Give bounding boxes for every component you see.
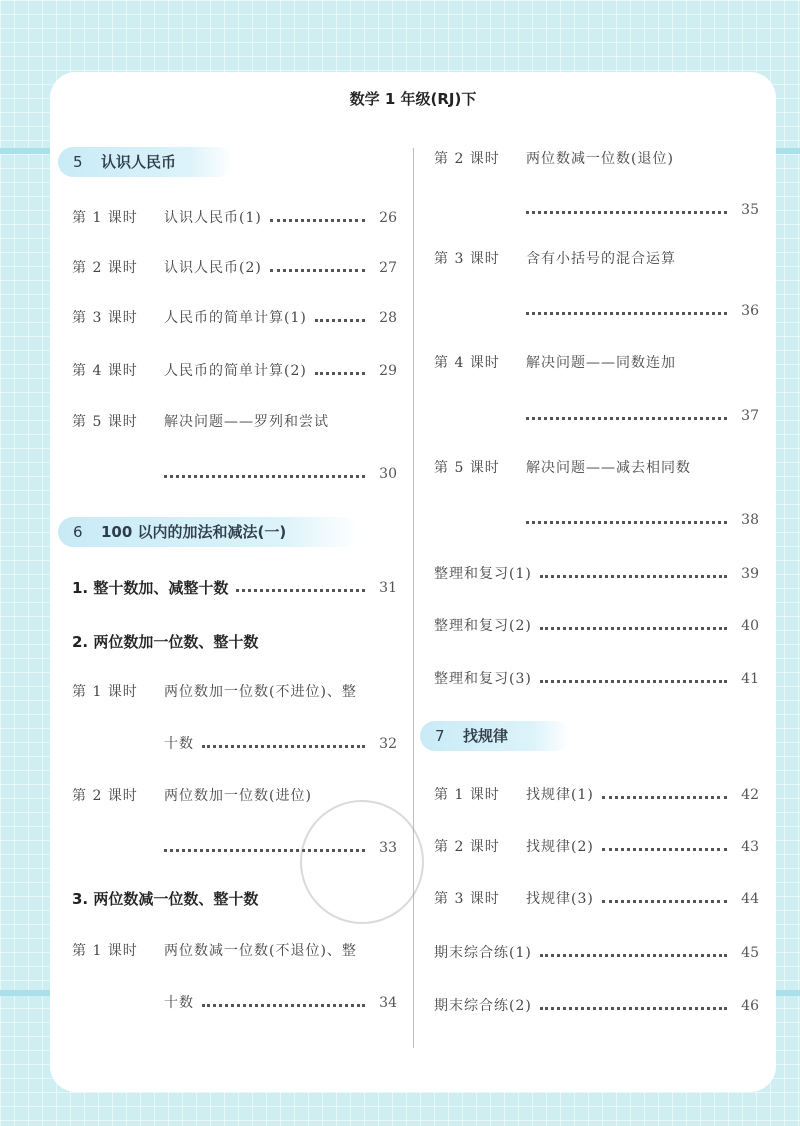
page-number: 44 <box>741 891 759 907</box>
watermark-seal <box>300 800 424 924</box>
toc-entry[interactable] <box>72 938 397 964</box>
leader-dots <box>602 796 727 799</box>
column-divider <box>413 148 414 1048</box>
lesson-title: 找规律(3) <box>526 891 594 907</box>
toc-entry[interactable] <box>434 940 759 966</box>
page-number: 35 <box>741 202 759 218</box>
lesson-label: 第 5 课时 <box>434 460 500 476</box>
page-number: 39 <box>741 566 759 582</box>
lesson-title: 含有小括号的混合运算 <box>526 251 676 267</box>
toc-entry[interactable] <box>434 886 759 912</box>
toc-entry[interactable] <box>72 679 397 705</box>
lesson-title: 人民币的简单计算(1) <box>164 310 307 326</box>
section-title: 认识人民币 <box>101 153 177 171</box>
leader-dots <box>540 575 727 578</box>
leader-dots <box>526 312 727 315</box>
lesson-title-cont: 十数 <box>164 736 194 752</box>
lesson-title: 两位数减一位数(退位) <box>526 151 674 167</box>
page-number: 38 <box>741 512 759 528</box>
leader-dots <box>602 900 727 903</box>
lesson-title: 解决问题——同数连加 <box>526 355 676 371</box>
review-title: 整理和复习(2) <box>434 618 532 634</box>
lesson-title-cont: 十数 <box>164 995 194 1011</box>
lesson-title: 人民币的简单计算(2) <box>164 363 307 379</box>
toc-entry-continuation[interactable] <box>164 461 397 487</box>
page-number: 45 <box>741 945 759 961</box>
lesson-label: 第 2 课时 <box>72 788 138 804</box>
lesson-label: 第 4 课时 <box>72 363 138 379</box>
toc-entry[interactable] <box>434 246 759 272</box>
section-number: 5 <box>73 153 83 171</box>
page-number: 33 <box>379 840 397 856</box>
lesson-title: 认识人民币(1) <box>164 210 262 226</box>
lesson-title: 找规律(1) <box>526 787 594 803</box>
page-number: 46 <box>741 998 759 1014</box>
leader-dots <box>540 680 727 683</box>
page-number: 40 <box>741 618 759 634</box>
lesson-title: 两位数加一位数(进位) <box>164 788 312 804</box>
toc-entry[interactable] <box>72 305 397 331</box>
page-number: 36 <box>741 303 759 319</box>
leader-dots <box>540 627 727 630</box>
final-title: 期末综合练(2) <box>434 998 532 1014</box>
lesson-label: 第 3 课时 <box>434 251 500 267</box>
leader-dots <box>202 1004 365 1007</box>
review-title: 整理和复习(3) <box>434 671 532 687</box>
subsection-title: 1. 整十数加、减整十数 <box>72 579 229 597</box>
lesson-label: 第 3 课时 <box>72 310 138 326</box>
leader-dots <box>270 219 365 222</box>
page-number: 31 <box>379 580 397 596</box>
page-number: 41 <box>741 671 759 687</box>
leader-dots <box>164 475 365 478</box>
lesson-label: 第 1 课时 <box>434 787 500 803</box>
leader-dots <box>202 745 365 748</box>
toc-entry[interactable] <box>434 993 759 1019</box>
leader-dots <box>526 417 727 420</box>
leader-dots <box>526 211 727 214</box>
lesson-title: 找规律(2) <box>526 839 594 855</box>
leader-dots <box>540 954 727 957</box>
toc-entry[interactable] <box>72 205 397 231</box>
section-title: 100 以内的加法和减法(一) <box>101 523 287 541</box>
page-number: 32 <box>379 736 397 752</box>
page-number: 26 <box>379 210 397 226</box>
lesson-title: 两位数减一位数(不退位)、整 <box>164 943 357 959</box>
toc-entry[interactable] <box>434 666 759 692</box>
section-number: 6 <box>73 523 83 541</box>
page-number: 37 <box>741 408 759 424</box>
page-number: 43 <box>741 839 759 855</box>
toc-entry-continuation[interactable] <box>164 731 397 757</box>
lesson-label: 第 3 课时 <box>434 891 500 907</box>
page-number: 34 <box>379 995 397 1011</box>
page-number: 30 <box>379 466 397 482</box>
lesson-label: 第 4 课时 <box>434 355 500 371</box>
toc-entry-continuation[interactable] <box>526 507 759 533</box>
subsection-2-title: 2. 两位数加一位数、整十数 <box>72 633 259 651</box>
toc-entry-continuation[interactable] <box>164 990 397 1016</box>
lesson-title: 认识人民币(2) <box>164 260 262 276</box>
leader-dots <box>540 1007 727 1010</box>
leader-dots <box>315 372 365 375</box>
section-6-heading <box>58 517 358 547</box>
toc-entry[interactable] <box>72 409 397 435</box>
leader-dots <box>236 589 365 592</box>
page-title: 数学 1 年级(RJ)下 <box>349 90 477 108</box>
lesson-title: 两位数加一位数(不进位)、整 <box>164 684 357 700</box>
toc-entry[interactable] <box>434 613 759 639</box>
toc-entry[interactable] <box>434 146 759 172</box>
subsection-3-title: 3. 两位数减一位数、整十数 <box>72 890 259 908</box>
lesson-label: 第 1 课时 <box>72 684 138 700</box>
toc-entry[interactable] <box>434 561 759 587</box>
page-number: 27 <box>379 260 397 276</box>
toc-entry-continuation[interactable] <box>526 403 759 429</box>
lesson-label: 第 2 课时 <box>434 839 500 855</box>
leader-dots <box>270 269 365 272</box>
lesson-label: 第 2 课时 <box>434 151 500 167</box>
lesson-label: 第 1 课时 <box>72 943 138 959</box>
toc-entry-continuation[interactable] <box>526 197 759 223</box>
review-title: 整理和复习(1) <box>434 566 532 582</box>
leader-dots <box>526 521 727 524</box>
toc-entry-continuation[interactable] <box>526 298 759 324</box>
leader-dots <box>602 848 727 851</box>
lesson-label: 第 5 课时 <box>72 414 138 430</box>
toc-entry[interactable] <box>434 782 759 808</box>
final-title: 期末综合练(1) <box>434 945 532 961</box>
section-title: 找规律 <box>463 727 509 745</box>
lesson-label: 第 2 课时 <box>72 260 138 276</box>
toc-entry[interactable] <box>434 350 759 376</box>
page-number: 28 <box>379 310 397 326</box>
leader-dots <box>315 319 365 322</box>
section-number: 7 <box>435 727 445 745</box>
subsection-1[interactable] <box>72 575 397 601</box>
section-7-heading <box>420 721 570 751</box>
toc-entry[interactable] <box>434 834 759 860</box>
lesson-title: 解决问题——减去相同数 <box>526 460 691 476</box>
toc-entry[interactable] <box>72 255 397 281</box>
lesson-label: 第 1 课时 <box>72 210 138 226</box>
toc-entry[interactable] <box>72 358 397 384</box>
lesson-title: 解决问题——罗列和尝试 <box>164 414 329 430</box>
section-5-heading <box>58 147 233 177</box>
toc-entry[interactable] <box>434 455 759 481</box>
page-number: 42 <box>741 787 759 803</box>
page-number: 29 <box>379 363 397 379</box>
